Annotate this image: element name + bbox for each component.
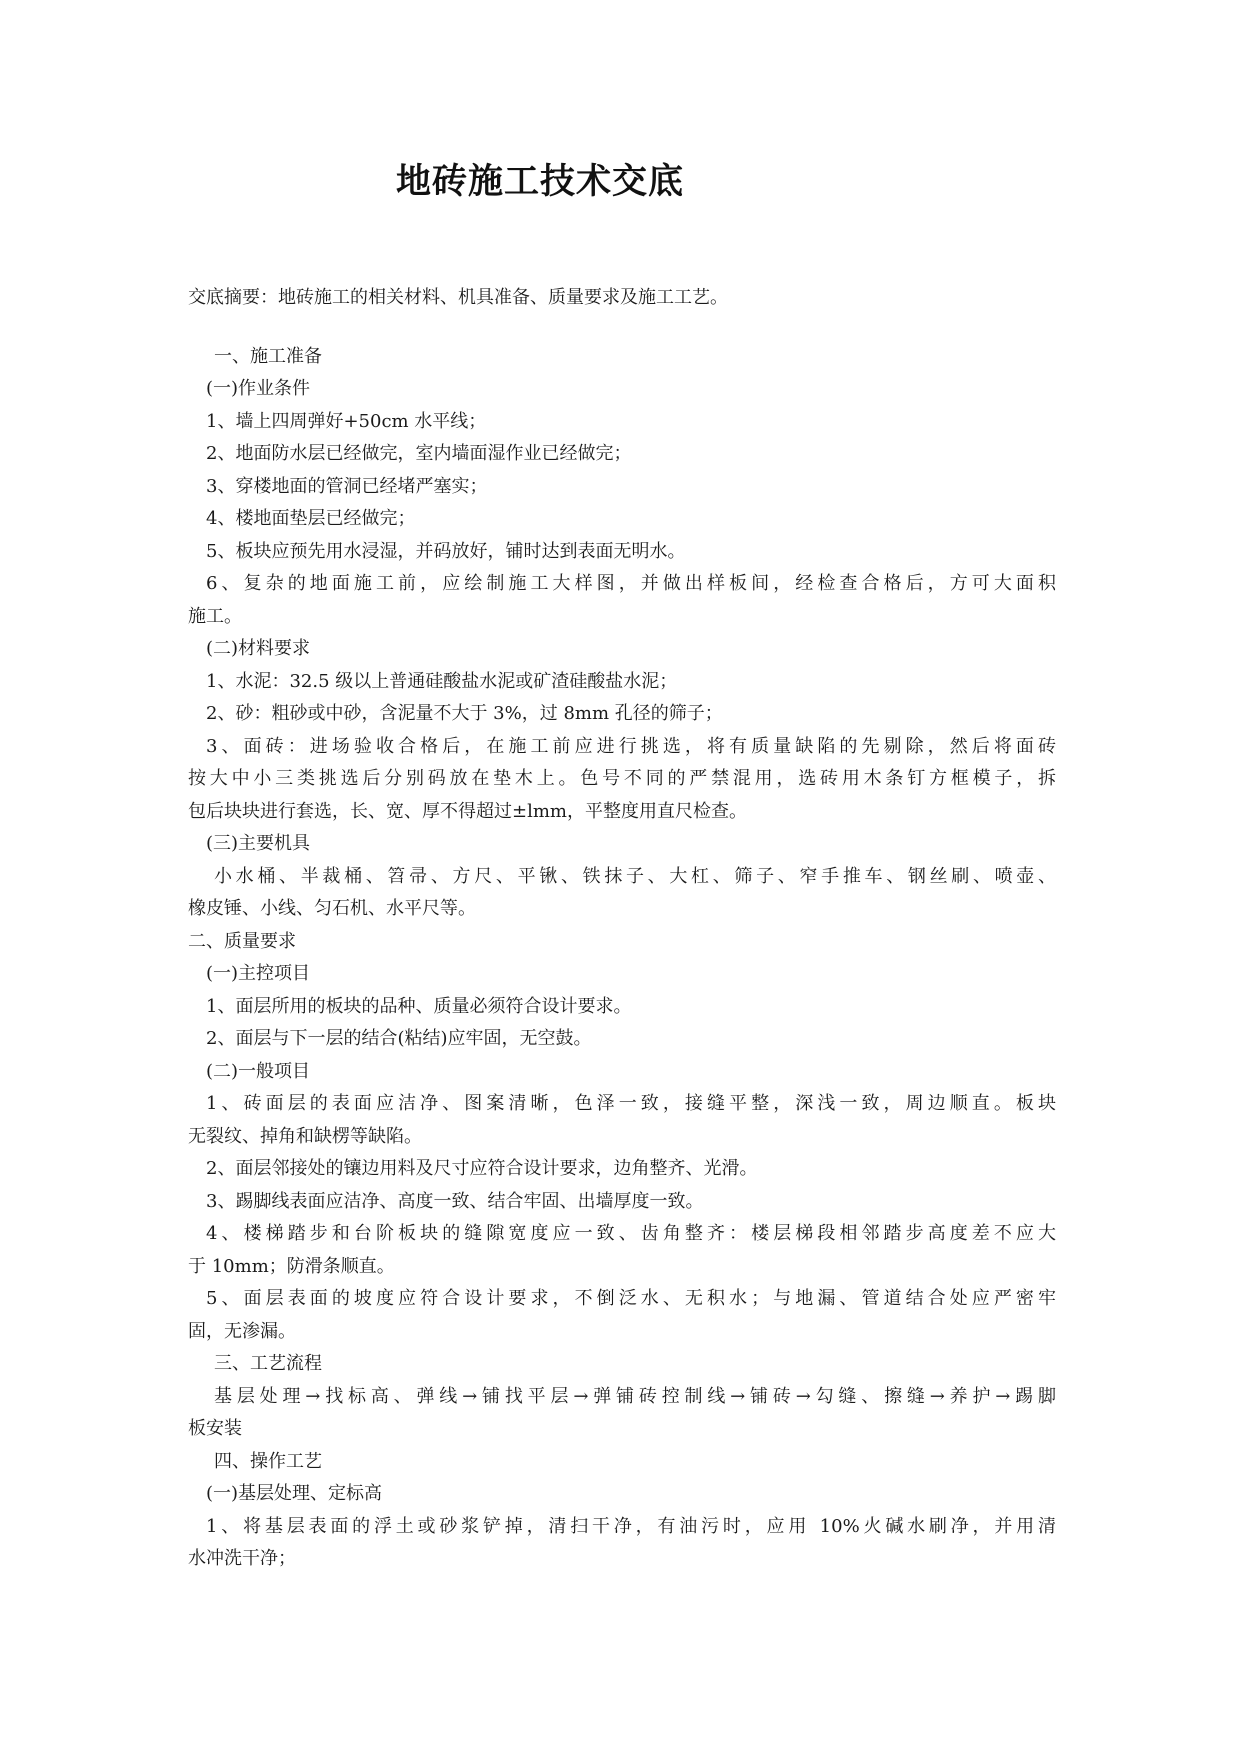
section-heading: 三、工艺流程 (214, 1353, 322, 1374)
paragraph-line: 1、将基层表面的浮土或砂浆铲掉，清扫干净，有油污时，应用 10%火碱水刷净，并用清 (206, 1515, 1056, 1537)
paragraph-line: 板安装 (188, 1418, 242, 1439)
paragraph-line: 固，无渗漏。 (188, 1320, 296, 1342)
paragraph-line: 水冲洗干净； (188, 1548, 296, 1569)
paragraph-line: 4、楼梯踏步和台阶板块的缝隙宽度应一致、齿角整齐：楼层梯段相邻踏步高度差不应大 (206, 1223, 1056, 1244)
subsection-heading: (二)材料要求 (206, 638, 311, 659)
paragraph-line: 于 10mm；防滑条顺直。 (188, 1255, 395, 1277)
paragraph-line: 橡皮锤、小线、匀石机、水平尺等。 (188, 898, 476, 919)
paragraph-line: 施工。 (188, 605, 242, 627)
section-heading: 四、操作工艺 (214, 1450, 322, 1472)
paragraph-line: 4、楼地面垫层已经做完； (206, 508, 416, 529)
paragraph-line: 2、砂：粗砂或中砂，含泥量不大于 3%，过 8mm 孔径的筛子； (206, 703, 723, 724)
subsection-heading: (一)基层处理、定标高 (206, 1483, 383, 1504)
summary-line: 交底摘要：地砖施工的相关材料、机具准备、质量要求及施工工艺。 (188, 287, 728, 308)
paragraph-line: 包后块块进行套选，长、宽、厚不得超过±lmm，平整度用直尺检查。 (188, 800, 747, 822)
paragraph-line: 2、面层与下一层的结合(粘结)应牢固，无空鼓。 (206, 1028, 592, 1049)
section-heading: 一、施工准备 (214, 345, 322, 367)
paragraph-line: 3、踢脚线表面应洁净、高度一致、结合牢固、出墙厚度一致。 (206, 1190, 704, 1212)
paragraph-line: 3、穿楼地面的管洞已经堵严塞实； (206, 475, 488, 497)
section-heading: 二、质量要求 (188, 930, 296, 952)
subsection-heading: (二)一般项目 (206, 1060, 311, 1082)
paragraph-line: 小水桶、半裁桶、笤帚、方尺、平锹、铁抹子、大杠、筛子、窄手推车、钢丝刷、喷壶、 (214, 865, 1056, 887)
paragraph-line: 基层处理→找标高、弹线→铺找平层→弹铺砖控制线→铺砖→勾缝、擦缝→养护→踢脚 (214, 1385, 1056, 1407)
document-title: 地砖施工技术交底 (395, 162, 684, 202)
paragraph-line: 5、面层表面的坡度应符合设计要求，不倒泛水、无积水；与地漏、管道结合处应严密牢 (206, 1288, 1056, 1309)
subsection-heading: (一)作业条件 (206, 378, 311, 399)
paragraph-line: 1、水泥：32.5 级以上普通硅酸盐水泥或矿渣硅酸盐水泥； (206, 670, 678, 692)
paragraph-line: 1、面层所用的板块的品种、质量必须符合设计要求。 (206, 995, 632, 1017)
paragraph-line: 5、板块应预先用水浸湿，并码放好，铺时达到表面无明水。 (206, 540, 686, 562)
paragraph-line: 按大中小三类挑选后分别码放在垫木上。色号不同的严禁混用，选砖用木条钉方框模子，拆 (188, 768, 1056, 789)
paragraph-line: 无裂纹、掉角和缺楞等缺陷。 (188, 1125, 422, 1147)
subsection-heading: (三)主要机具 (206, 833, 311, 854)
paragraph-line: 6、复杂的地面施工前，应绘制施工大样图，并做出样板间，经检查合格后，方可大面积 (206, 573, 1056, 594)
document-body (188, 282, 1056, 1576)
paragraph-line: 3、面砖：进场验收合格后，在施工前应进行挑选，将有质量缺陷的先剔除，然后将面砖 (206, 735, 1056, 757)
subsection-heading: (一)主控项目 (206, 963, 311, 984)
paragraph-line: 1、墙上四周弹好+50cm 水平线； (206, 410, 487, 432)
paragraph-line: 2、面层邻接处的镶边用料及尺寸应符合设计要求，边角整齐、光滑。 (206, 1158, 758, 1179)
paragraph-line: 2、地面防水层已经做完，室内墙面湿作业已经做完； (206, 443, 632, 464)
paragraph-line: 1、砖面层的表面应洁净、图案清晰，色泽一致，接缝平整，深浅一致，周边顺直。板块 (206, 1093, 1056, 1114)
